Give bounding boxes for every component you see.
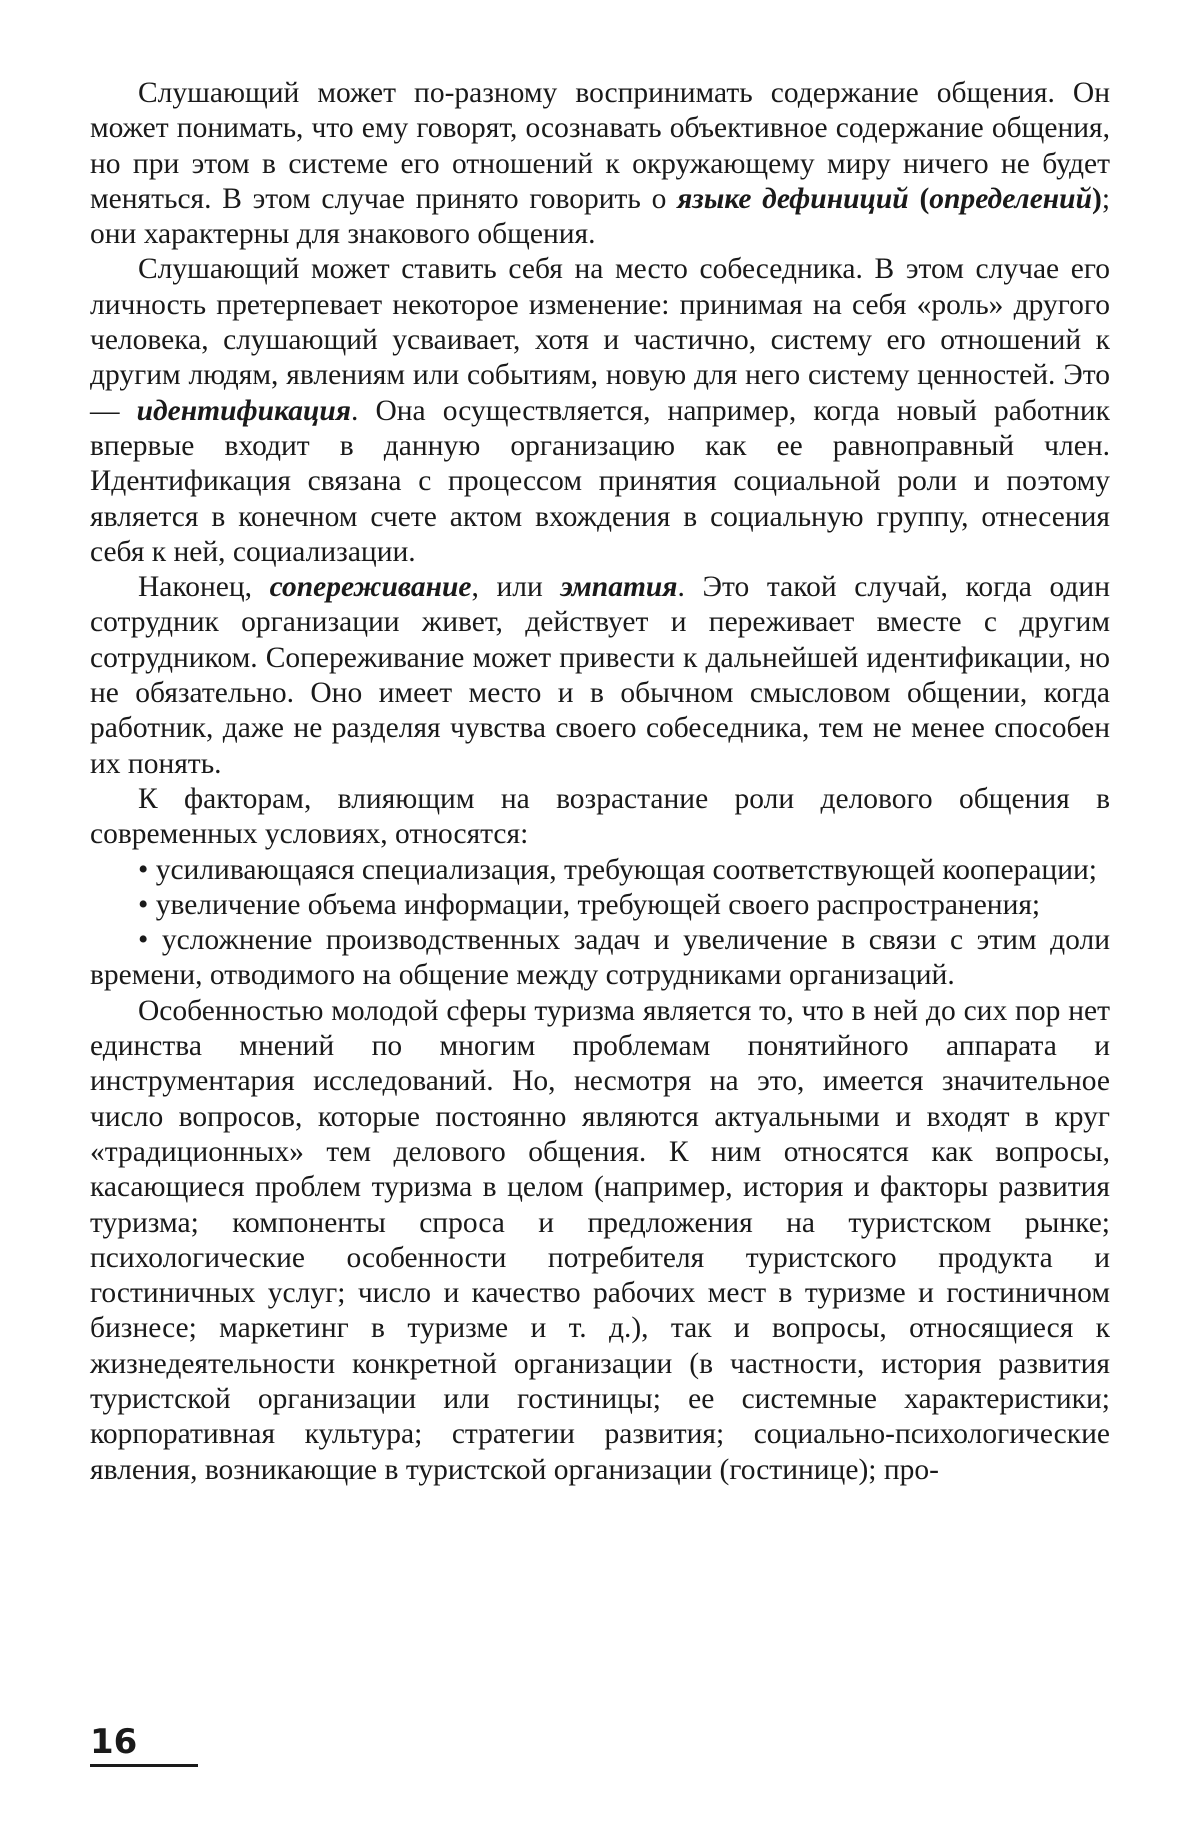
text-run: Слушающий может по-разному воспринимать содержание общения. Он может понимать, что ему говорят, осознавать объективное содержание общения, но при этом в системе его отношений к окружающему миру ничего не будет меняться. В этом случае принято говорить о xyxy=(90,77,1110,215)
text-run: Наконец, xyxy=(138,571,270,604)
term-identification: идентификация xyxy=(136,394,351,427)
bullet-text: усиливающаяся специализация, требующая соответствующей кооперации; xyxy=(155,853,1097,886)
paragraph-empathy xyxy=(90,570,1110,782)
paragraph-factors-intro xyxy=(90,782,1110,853)
bullet-marker: • xyxy=(138,888,149,921)
bullet-item xyxy=(90,923,1110,994)
bullet-item xyxy=(90,888,1110,923)
paragraph-definitions xyxy=(90,76,1110,252)
term-definitions: определений xyxy=(929,182,1092,215)
term-definitions-language: языке дефиниций xyxy=(677,182,909,215)
term-compassion: сопереживание xyxy=(269,571,472,604)
paragraph-tourism xyxy=(90,994,1110,1488)
paren-open: ( xyxy=(919,182,930,215)
page-number-rule xyxy=(90,1764,198,1767)
body-text xyxy=(90,76,1110,1488)
text-run: ; они характерны для знакового общения. xyxy=(90,182,1111,251)
text-run xyxy=(909,183,920,215)
bullet-marker: • xyxy=(138,853,149,886)
bullet-marker: • xyxy=(138,924,149,957)
bullet-item xyxy=(90,853,1110,888)
text-run: . Она осуществляется, например, когда новый работник впервые входит в данную организацию как ее равноправный член. Идентификация связана с процессом принятия социальной роли и поэтому является в конечном счете актом вхождения в социальную группу, отнесения себя к ней, социализации. xyxy=(90,394,1110,568)
term-empathy: эмпатия xyxy=(560,571,678,604)
text-run: К факторам, влияющим на возрастание роли делового общения в современных условиях, относятся: xyxy=(90,782,1110,851)
page-number: 16 xyxy=(90,1722,138,1762)
text-run: . Это такой случай, когда один сотрудник организации живет, действует и переживает вместе с другим сотрудником. Сопереживание может привести к дальнейшей идентификации, но не обязательно. Оно имеет место и в обычном смысловом общении, когда работник, даже не разделяя чувства своего собеседника, тем не менее способен их понять. xyxy=(90,571,1111,780)
paragraph-identification xyxy=(90,252,1110,570)
bullet-text: усложнение производственных задач и увеличение в связи с этим доли времени, отводимого на общение между сотрудниками организаций. xyxy=(90,924,1111,992)
bullet-text: увеличение объема информации, требующей своего распространения; xyxy=(155,888,1041,921)
text-run: Особенностью молодой сферы туризма является то, что в ней до сих пор нет единства мнений по многим проблемам понятийного аппарата и инструментария исследований. Но, несмотря на это, имеется значительное число вопросов, которые постоянно являются актуальными и входят в круг «традиционных» тем делового общения. К ним относятся как вопросы, касающиеся проблем туризма в целом (например, история и факторы развития туризма; компоненты спроса и предложения на туристском рынке; психологические особенности потребителя туристского продукта и гостиничных услуг; число и качество рабочих мест в туризме и гостиничном бизнесе; маркетинг в туризме и т. д.), так и вопросы, относящиеся к жизнедеятельности конкретной организации (в частности, история развития туристской организации или гостиницы; ее системные характеристики; корпоративная культура; стратегии развития; социально-психологические явления, возникающие в туристской организации (гостинице); про- xyxy=(90,994,1110,1486)
text-run: , или xyxy=(471,571,561,604)
text-run: Слушающий может ставить себя на место собеседника. В этом случае его личность претерпевает некоторое изменение: принимая на себя «роль» другого человека, слушающий усваивает, хотя и частично, систему его отношений к другим людям, явлениям или событиям, новую для него систему ценностей. Это — xyxy=(90,253,1110,427)
paren-close: ) xyxy=(1091,182,1102,215)
